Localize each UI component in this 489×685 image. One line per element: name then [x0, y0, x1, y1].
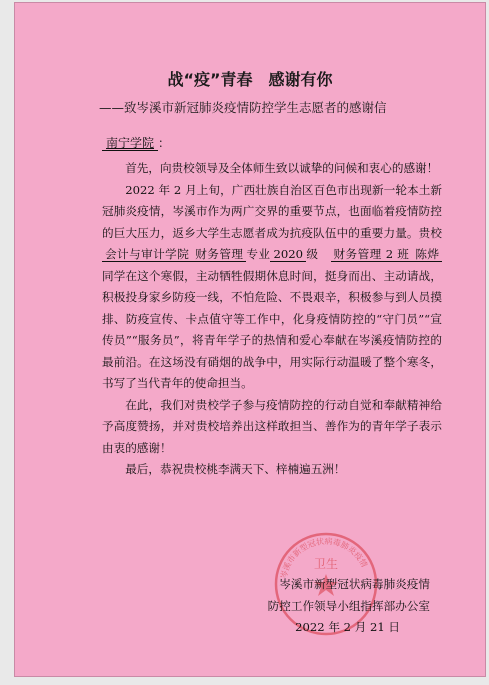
stamp-center-text: 卫生	[313, 557, 339, 571]
major-label: 专业	[246, 247, 271, 261]
signature-date: 2022 年 2 月 21 日	[295, 620, 400, 634]
grade-value: 2020	[270, 247, 306, 262]
paragraph-main-rest: 同学在这个寒假，主动牺牲假期休息时间，挺身而出、主动请战，积极投身家乡防疫一线，不怕危险、不畏艰辛，积极参与到人员摸排、防疫宣传、卡点值守等工作中，化身疫情防控的“守门员”“宣传员”“服务员”，将青年学子的热情和爱心奉献在岑溪疫情防控的最前沿。在这场没有硝烟的战争中，用实际行动温暖了整个寒冬，书写了当代青年的使命担当。	[102, 268, 442, 390]
college-name: 会计与审计学院	[102, 247, 192, 262]
stamp-arc-text: 岑溪市新型冠状病毒肺炎疫情	[279, 536, 369, 580]
letter-body	[102, 158, 442, 481]
salutation-colon: ：	[158, 136, 171, 150]
paragraph-main	[102, 180, 442, 395]
signature-line-2: 防控工作领导小组指挥部办公室	[267, 598, 430, 613]
student-name: 陈烨	[412, 247, 442, 262]
salutation	[102, 134, 170, 151]
major-name: 财务管理	[192, 247, 246, 262]
paragraph-main-intro: 2022 年 2 月上旬，广西壮族自治区百色市出现新一轮本土新冠肺炎疫情，岑溪市作为两广交界的重要节点，也面临着疫情防控的巨大压力，返乡大学生志愿者成为抗疫队伍中的重要力量。贵校	[102, 182, 442, 240]
signature-line-1: 岑溪市新型冠状病毒肺炎疫情	[279, 577, 430, 591]
paragraph-closing: 最后，恭祝贵校桃李满天下、梓楠遍五洲！	[125, 462, 346, 476]
signature-block	[230, 574, 430, 639]
salutation-name: 南宁学院	[102, 136, 158, 151]
grade-label: 级	[305, 247, 319, 261]
paragraph-praise: 在此，我们对贵校学子参与疫情防控的行动自觉和奉献精神给予高度赞扬，并对贵校培养出这样敢担当、善作为的青年学子表示由衷的感谢！	[102, 397, 442, 455]
paragraph-greeting: 首先，向贵校领导及全体师生致以诚挚的问候和衷心的感谢！	[125, 161, 439, 175]
class-name: 财务管理 2 班	[331, 247, 413, 262]
letter-title: 战“疫”青春 感谢有你	[167, 70, 333, 89]
letter-subtitle: ——致岑溪市新冠肺炎疫情防控学生志愿者的感谢信	[99, 100, 387, 115]
